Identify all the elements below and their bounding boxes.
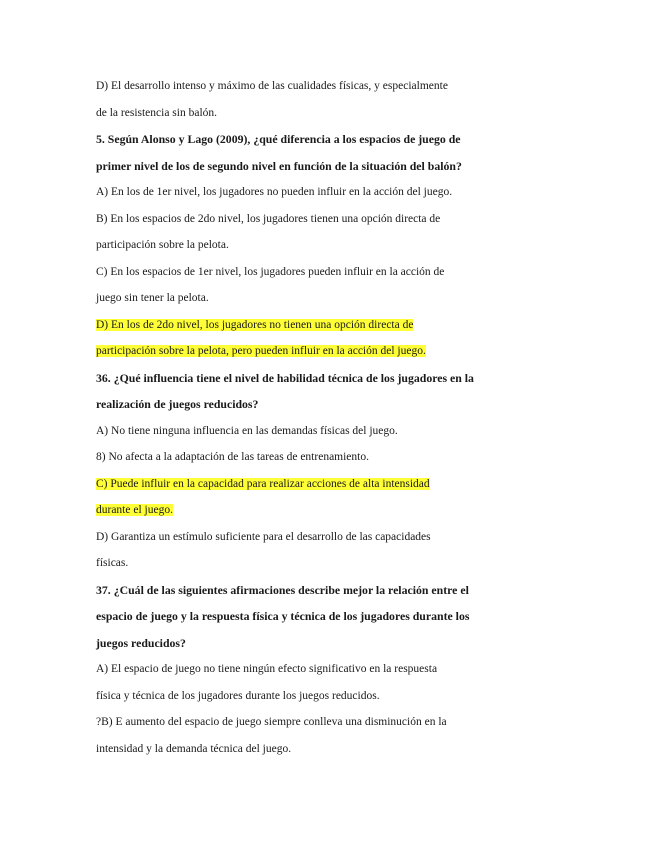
text-line — [96, 477, 430, 491]
highlighted-text: participación sobre la pelota, pero pueden influir en la acción del juego. — [96, 345, 426, 357]
text-line: B) En los espacios de 2do nivel, los jugadores tienen una opción directa de — [96, 213, 441, 225]
text-line: primer nivel de los de segundo nivel en función de la situación del balón? — [96, 159, 462, 173]
text-line: A) En los de 1er nivel, los jugadores no pueden influir en la acción del juego. — [96, 186, 453, 198]
text-line: físicas. — [96, 557, 129, 569]
text-line: intensidad y la demanda técnica del juego. — [96, 743, 292, 755]
text-line: A) No tiene ninguna influencia en las demandas físicas del juego. — [96, 425, 398, 437]
text-line: D) Garantiza un estímulo suficiente para el desarrollo de las capacidades — [96, 531, 431, 543]
highlighted-text: C) Puede influir en la capacidad para realizar acciones de alta intensidad — [96, 478, 430, 490]
text-line: espacio de juego y la respuesta física y técnica de los jugadores durante los — [96, 609, 470, 623]
text-line — [96, 503, 173, 517]
highlighted-text: durante el juego. — [96, 504, 173, 516]
text-line: 37. ¿Cuál de las siguientes afirmaciones describe mejor la relación entre el — [96, 583, 469, 597]
text-line — [96, 344, 426, 358]
text-line: 8) No afecta a la adaptación de las tareas de entrenamiento. — [96, 451, 369, 463]
text-line: 5. Según Alonso y Lago (2009), ¿qué diferencia a los espacios de juego de — [96, 132, 461, 146]
text-line: juegos reducidos? — [96, 636, 186, 650]
text-line: física y técnica de los jugadores durante los juegos reducidos. — [96, 690, 380, 702]
text-line: D) El desarrollo intenso y máximo de las cualidades físicas, y especialmente — [96, 80, 448, 92]
text-line: 36. ¿Qué influencia tiene el nivel de habilidad técnica de los jugadores en la — [96, 371, 474, 385]
text-line: A) El espacio de juego no tiene ningún efecto significativo en la respuesta — [96, 663, 438, 675]
text-line: participación sobre la pelota. — [96, 239, 229, 251]
highlighted-text: D) En los de 2do nivel, los jugadores no tienen una opción directa de — [96, 319, 414, 331]
text-line: C) En los espacios de 1er nivel, los jugadores pueden influir en la acción de — [96, 266, 445, 278]
text-line — [96, 318, 413, 332]
text-line: de la resistencia sin balón. — [96, 107, 218, 119]
text-line: juego sin tener la pelota. — [96, 292, 209, 304]
text-line: realización de juegos reducidos? — [96, 397, 259, 411]
text-line: ?B) E aumento del espacio de juego siempre conlleva una disminución en la — [96, 716, 447, 728]
